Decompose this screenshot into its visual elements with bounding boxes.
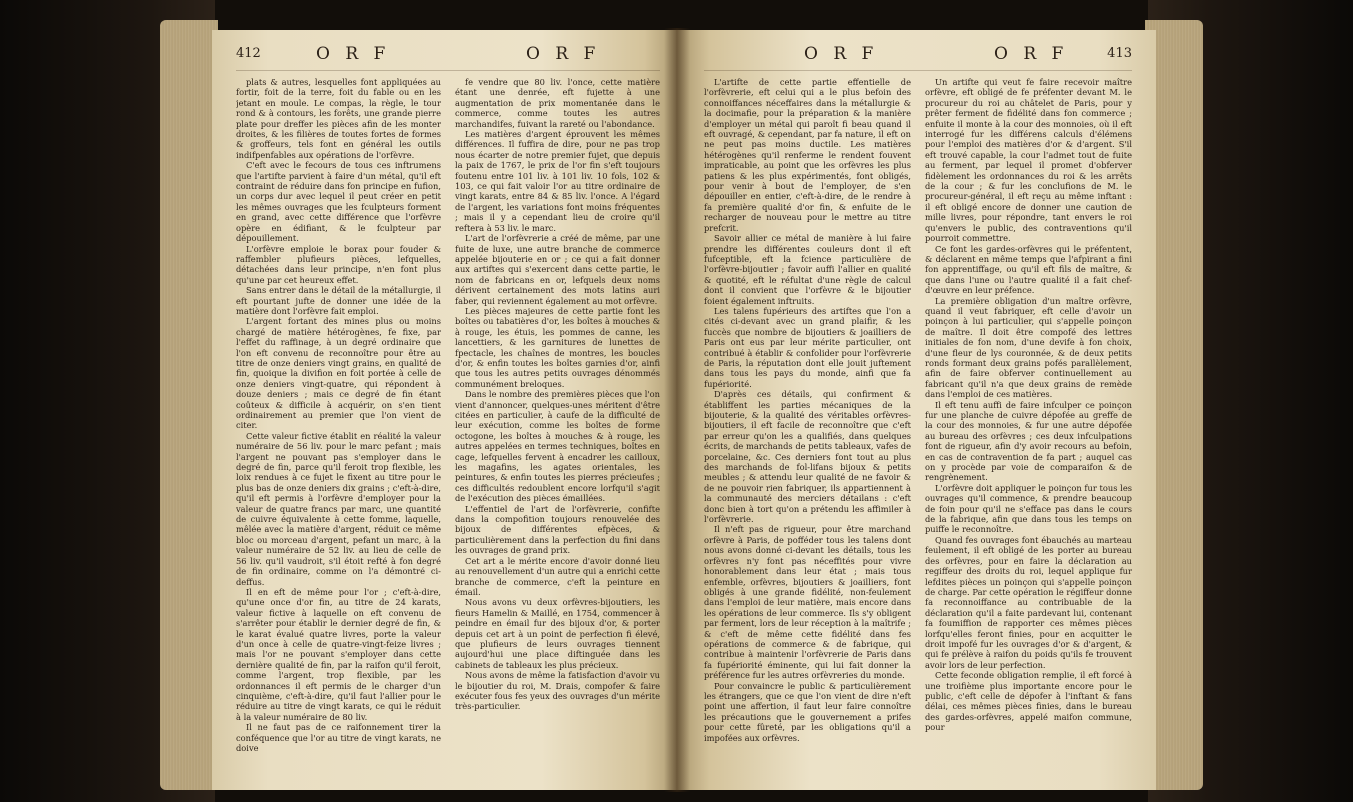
paragraph: L'effentiel de l'art de l'orfèvrerie, confifte dans la compofition toujours renouvelée des bijoux de différentes efpèces, & particulièrement dans la perfection du fini dans les ouvrages de grand prix. — [455, 503, 660, 556]
paragraph: Nous avons vu deux orfèvres-bijoutiers, les fieurs Hamelin & Maillé, en 1754, commencer à peindre en émail fur des bijoux d'or, & porter depuis cet art à un point de perfection fi élevé, que plufieurs de leurs ouvrages tiennent aujourd'hui une place diftinguée dans les cabinets de tableaux les plus précieux. — [455, 597, 660, 670]
paragraph: L'orfèvre emploie le borax pour fouder & raffembler plufieurs pièces, lefquelles, détachées dans leur principe, n'en font plus qu'une par cet heureux effet. — [236, 243, 441, 285]
paragraph: Pour convaincre le public & particulièrement les étrangers, que ce que l'on vient de dire n'eft point une affertion, il faut leur faire connoître les précautions que le gouvernement a prifes pour cette fûreté, par les obligations qu'il a impofées aux orfèvres. — [704, 680, 911, 743]
paragraph: Savoir allier ce métal de manière à lui faire prendre les différentes couleurs dont il eft fufceptible, eft la fcience particulière de l'orfèvre-bijoutier ; favoir auffi l'allier en qualité & quotité, eft le réfultat d'une règle de calcul dont il convient que l'orfèvre & le bijoutier foient également inftruits. — [704, 233, 911, 306]
paragraph: Nous avons de même la fatisfaction d'avoir vu le bijoutier du roi, M. Drais, compofer & faire exécuter fous fes yeux des ouvrages d'un mérite très-particulier. — [455, 670, 660, 712]
paragraph: L'argent fortant des mines plus ou moins chargé de matière hétérogènes, fe fixe, par l'effet du raffinage, à un degré ordinaire que l'on eft convenu de reconnoître pour être au titre de onze deniers vingt grains, en qualité de fin, quoique la divifion en foit portée à celle de onze deniers vingt-quatre, qui répondent à douze deniers ; mais ce degré de fin étant coûteux & difficile à acquérir, on s'en tient ordinairement au premier que l'on vient de citer. — [236, 316, 441, 431]
paragraph: La première obligation d'un maître orfèvre, quand il veut fabriquer, eft celle d'avoir un poinçon à lui particulier, qui s'appelle poinçon de maître. Il doit être compofé des lettres initiales de fon nom, d'une devife à fon choix, d'une fleur de lys couronnée, & de deux petits ronds formant deux grains pofés parallèlement, afin de faire obferver continuellement au fabricant qu'il n'a que deux grains de remède dans l'emploi de ces matières. — [925, 295, 1132, 400]
left-page — [212, 30, 682, 790]
left-running-title-2: O R F — [526, 44, 601, 64]
paragraph: L'art de l'orfèvrerie a créé de même, par une fuite de luxe, une autre branche de commerce appelée bijouterie en or ; ce qui a fait donner aux artiftes qui s'exercent dans cette partie, le nom de fabricans en or, lefquels deux noms dérivent certainement des mots latins auri faber, qui reviennent également au mot orfèvre. — [455, 233, 660, 306]
paragraph: D'après ces détails, qui confirment & établiffent les parties mécaniques de la bijouterie, & la qualité des véritables orfèvres-bijoutiers, il eft facile de reconnoître que c'eft par erreur qu'on les a qualifiés, dans quelques écrits, de marchands de petits tableaux, vafes de porcelaine, &c. Ces derniers font tout au plus des marchands de fol-lifans bijoux & petits meubles ; & attendu leur qualité de ne favoir & de ne pouvoir rien fabriquer, ils appartiennent à la communauté des merciers détailans : c'eft donc bien à tort qu'on a prétendu les affimiler à l'orfèvrerie. — [704, 389, 911, 525]
paragraph: Les pièces majeures de cette partie font les boîtes ou tabatières d'or, les boîtes à mouches & à rouge, les étuis, les pommes de canne, les lancettiers, & les garnitures de lunettes de fpectacle, les chaînes de montres, les boucles d'or, & enfin toutes les boîtes garnies d'or, ainfi que tous les autres petits ouvrages dénommés communément breloques. — [455, 305, 660, 389]
right-page-number: 413 — [1107, 46, 1132, 61]
paragraph: Dans le nombre des premières pièces que l'on vient d'annoncer, quelques-unes méritent d'être citées en particulier, à caufe de la difficulté de leur exécution, comme les boîtes de forme octogone, les boîtes à mouches & à rouge, les autres appelées en termes techniques, boîtes en cage, lefquelles fervent à encadrer les cailloux, les magafins, les agates orientales, les peintures, & enfin toutes les pierres précieufes ; ces difficultés redoublent encore lorfqu'il s'agit de l'exécution des pièces émaillées. — [455, 389, 660, 504]
paragraph: C'eft avec le fecours de tous ces inftrumens que l'artifte parvient à faire d'un métal, qu'il eft contraint de réduire dans fon principe en fufion, un corps dur avec lequel il peut créer en petit les mêmes ouvrages que les fculpteurs forment en grand, avec cette différence que l'orfèvre opère en édifiant, & le fculpteur par dépouillement. — [236, 160, 441, 244]
paragraph: L'artifte de cette partie effentielle de l'orfèvrerie, eft celui qui a le plus befoin des connoiffances néceffaires dans la métallurgie & la docimafie, pour la préparation & la manière d'employer un métal qui paroît fi beau quand il eft ouvragé, & cependant, par fa nature, il eft on ne peut pas moins ductile. Les matières hétérogènes qu'il renferme le rendent fouvent impraticable, au point que les orfèvres les plus patiens & les plus expérimentés, font obligés, pour venir à bout de l'employer, de s'en dépouiller en entier, c'eft-à-dire, de le rendre à fa première qualité d'or fin, & enfuite de le recharger de nouveau pour le mettre au titre prefcrit. — [704, 77, 911, 233]
left-running-title-1: O R F — [316, 44, 391, 64]
paragraph: Cet art a le mérite encore d'avoir donné lieu au renouvellement d'un autre qui a enrichi cette branche de commerce, c'eft la peinture en émail. — [455, 555, 660, 597]
page-edges-left — [160, 20, 218, 790]
paragraph: Sans entrer dans le détail de la métallurgie, il eft pourtant jufte de donner une idée de la matière dont l'orfèvre fait emploi. — [236, 285, 441, 316]
right-page — [676, 30, 1156, 790]
left-page-column-2 — [455, 77, 660, 790]
left-page-column-1 — [236, 77, 441, 790]
right-page-column-2 — [925, 77, 1132, 790]
right-running-title-2: O R F — [994, 44, 1069, 64]
paragraph: plats & autres, lesquelles font appliquées au fortir, foit de la terre, foit du fable ou en les jetant en moule. Le compas, la règle, le tour rond & à contours, les forêts, une grande pierre plate pour dreffer les pièces afin de les monter droites, & les filières de toutes fortes de formes & groffeurs, tels font en général les outils indifpenfables aux opérations de l'orfèvre. — [236, 77, 441, 160]
paragraph: Quand fes ouvrages font ébauchés au marteau feulement, il eft obligé de les porter au bureau des orfèvres, pour en faire la déclaration au regiffeur des droits du roi, lequel applique fur lefdites pièces un poinçon qui s'appelle poinçon de charge. Par cette opération le régiffeur donne fa reconnoiffance au contribuable de la déclaration qu'il a faite pardevant lui, contenant fa foumiffion de rapporter ces mêmes pièces lorfqu'elles feront finies, pour en acquitter le droit impofé fur les ouvrages d'or & d'argent, & qui fe prélève à raifon du poids qu'ils fe trouvent avoir lors de leur perfection. — [925, 534, 1132, 670]
paragraph: Cette valeur fictive établit en réalité la valeur numéraire de 56 liv. pour le marc pefant ; mais l'argent ne pouvant pas s'employer dans le degré de fin, parce qu'il feroit trop flexible, les loix rendues à ce fujet le fixent au titre pour le plus bas de onze deniers dix grains ; c'eft-à-dire, qu'il eft permis à l'orfèvre d'employer pour la valeur de quatre francs par marc, une quantité de cuivre équivalente à cette fomme, laquelle, mêlée avec la matière d'argent, réduit ce même bloc ou morceau d'argent, pefant un marc, à la valeur numéraire de 52 liv. au lieu de celle de 56 liv. qu'il vaudroit, s'il étoit refté à fon degré de fin ordinaire, comme on l'a démontré ci-deffus. — [236, 430, 441, 587]
right-running-head — [704, 44, 1132, 71]
paragraph: L'orfèvre doit appliquer le poinçon fur tous les ouvrages qu'il commence, & prendre beaucoup de foin pour qu'il ne s'efface pas dans le cours de la fabrique, afin que dans tous les temps on puiffe le reconnoître. — [925, 482, 1132, 535]
paragraph: Il ne faut pas de ce raifonnement tirer la conféquence que l'or au titre de vingt karats, ne doive — [236, 722, 441, 753]
paragraph: Il n'eft pas de rigueur, pour être marchand orfèvre à Paris, de pofféder tous les talens dont nous avons donné ci-devant les détails, tous les orfèvres n'y font pas néceffités pour vivre honorablement dans leur état ; mais tous enfemble, orfèvres, bijoutiers & joailliers, font obligés à une grande fidélité, non-feulement dans l'emploi de leur matière, mais encore dans les opérations de leur commerce. Ils s'y obligent par ferment, lors de leur réception à la maîtrife ; & c'eft de même cette fidélité dans fes opérations de commerce & de fabrique, qui contribue à maintenir l'orfèvrerie de Paris dans fa fupériorité éminente, qui lui fait donner la préférence fur les autres orfèvreries du monde. — [704, 524, 911, 681]
book-gutter — [664, 28, 690, 792]
paragraph: Un artifte qui veut fe faire recevoir maître orfèvre, eft obligé de fe préfenter devant M. le procureur du roi au châtelet de Paris, pour y prêter ferment de fidélité dans fon commerce ; enfuite il monte à la cour des monnoies, où il eft interrogé fur les différens calculs d'élémens pour l'emploi des matières d'or & d'argent. S'il eft trouvé capable, la cour l'admet tout de fuite au ferment, par lequel il promet d'obferver fidèlement les ordonnances du roi & les arrêts de la cour ; & fur les conclufions de M. le procureur-général, il eft reçu au même inftant : il eft obligé encore de donner une caution de mille livres, pour répondre, tant envers le roi qu'envers le public, des contraventions qu'il pourroit commettre. — [925, 77, 1132, 244]
paragraph: Ce font les gardes-orfèvres qui le préfentent, & déclarent en même temps que l'afpirant a fini fon apprentiffage, ou qu'il eft fils de maître, & que dans l'une ou l'autre qualité il a fait chef-d'œuvre en leur préfence. — [925, 243, 1132, 296]
paragraph: Les matières d'argent éprouvent les mêmes différences. Il fuffira de dire, pour ne pas trop nous écarter de notre premier fujet, que depuis la paix de 1767, le prix de l'or fin s'eft toujours foutenu entre 101 liv. à 101 liv. 10 fols, 102 & 103, ce qui fait valoir l'or au titre ordinaire de vingt karats, entre 84 & 85 liv. l'once. A l'égard de l'argent, les variations font moins fréquentes ; mais il y a cependant lieu de croire qu'il reftera à 53 liv. le marc. — [455, 129, 660, 233]
paragraph: Les talens fupérieurs des artiftes que l'on a cités ci-devant avec un grand plaifir, & les fuccès que nombre de bijoutiers & joailliers de Paris ont eus par leur mérite particulier, ont contribué à établir & confolider pour l'orfèvrerie de Paris, la réputation dont elle jouit juftement dans tous les pays du monde, ainfi que fa fupériorité. — [704, 305, 911, 389]
right-page-column-1 — [704, 77, 911, 790]
left-running-head — [236, 44, 660, 71]
paragraph: Il en eft de même pour l'or ; c'eft-à-dire, qu'une once d'or fin, au titre de 24 karats, valeur fictive à laquelle on eft convenu de s'arrêter pour établir le dernier degré de fin, & le karat évalué quatre livres, porte la valeur d'un once à celle de quatre-vingt-feize livres ; mais l'or ne pouvant s'employer dans cette dernière qualité de fin, par la raifon qu'il feroit, comme l'argent, trop flexible, par les ordonnances il eft permis de le charger d'un cinquième, c'eft-à-dire, qu'il faut l'allier pour le réduire au titre de vingt karats, ce qui le réduit à la valeur numéraire de 80 liv. — [236, 586, 441, 722]
left-page-number: 412 — [236, 46, 261, 61]
paragraph: Cette feconde obligation remplie, il eft forcé à une troifième plus importante encore pour le public, c'eft celle de dépofer à l'inftant & fans délai, ces mêmes pièces finies, dans le bureau des gardes-orfèvres, appelé maifon commune, pour — [925, 670, 1132, 733]
paragraph: Il eft tenu auffi de faire infculper ce poinçon fur une planche de cuivre dépofée au greffe de la cour des monnoies, & fur une autre dépofée au bureau des orfèvres ; ces deux infculpations font de rigueur, afin d'y avoir recours au befoin, en cas de contravention de fa part ; auquel cas on y procède par voie de comparaifon & de rengrènement. — [925, 399, 1132, 483]
paragraph: fe vendre que 80 liv. l'once, cette matière étant une denrée, eft fujette à une augmentation de prix momentanée dans le commerce, comme toutes les autres marchandifes, fuivant la rareté ou l'abondance. — [455, 77, 660, 129]
right-running-title-1: O R F — [804, 44, 879, 64]
